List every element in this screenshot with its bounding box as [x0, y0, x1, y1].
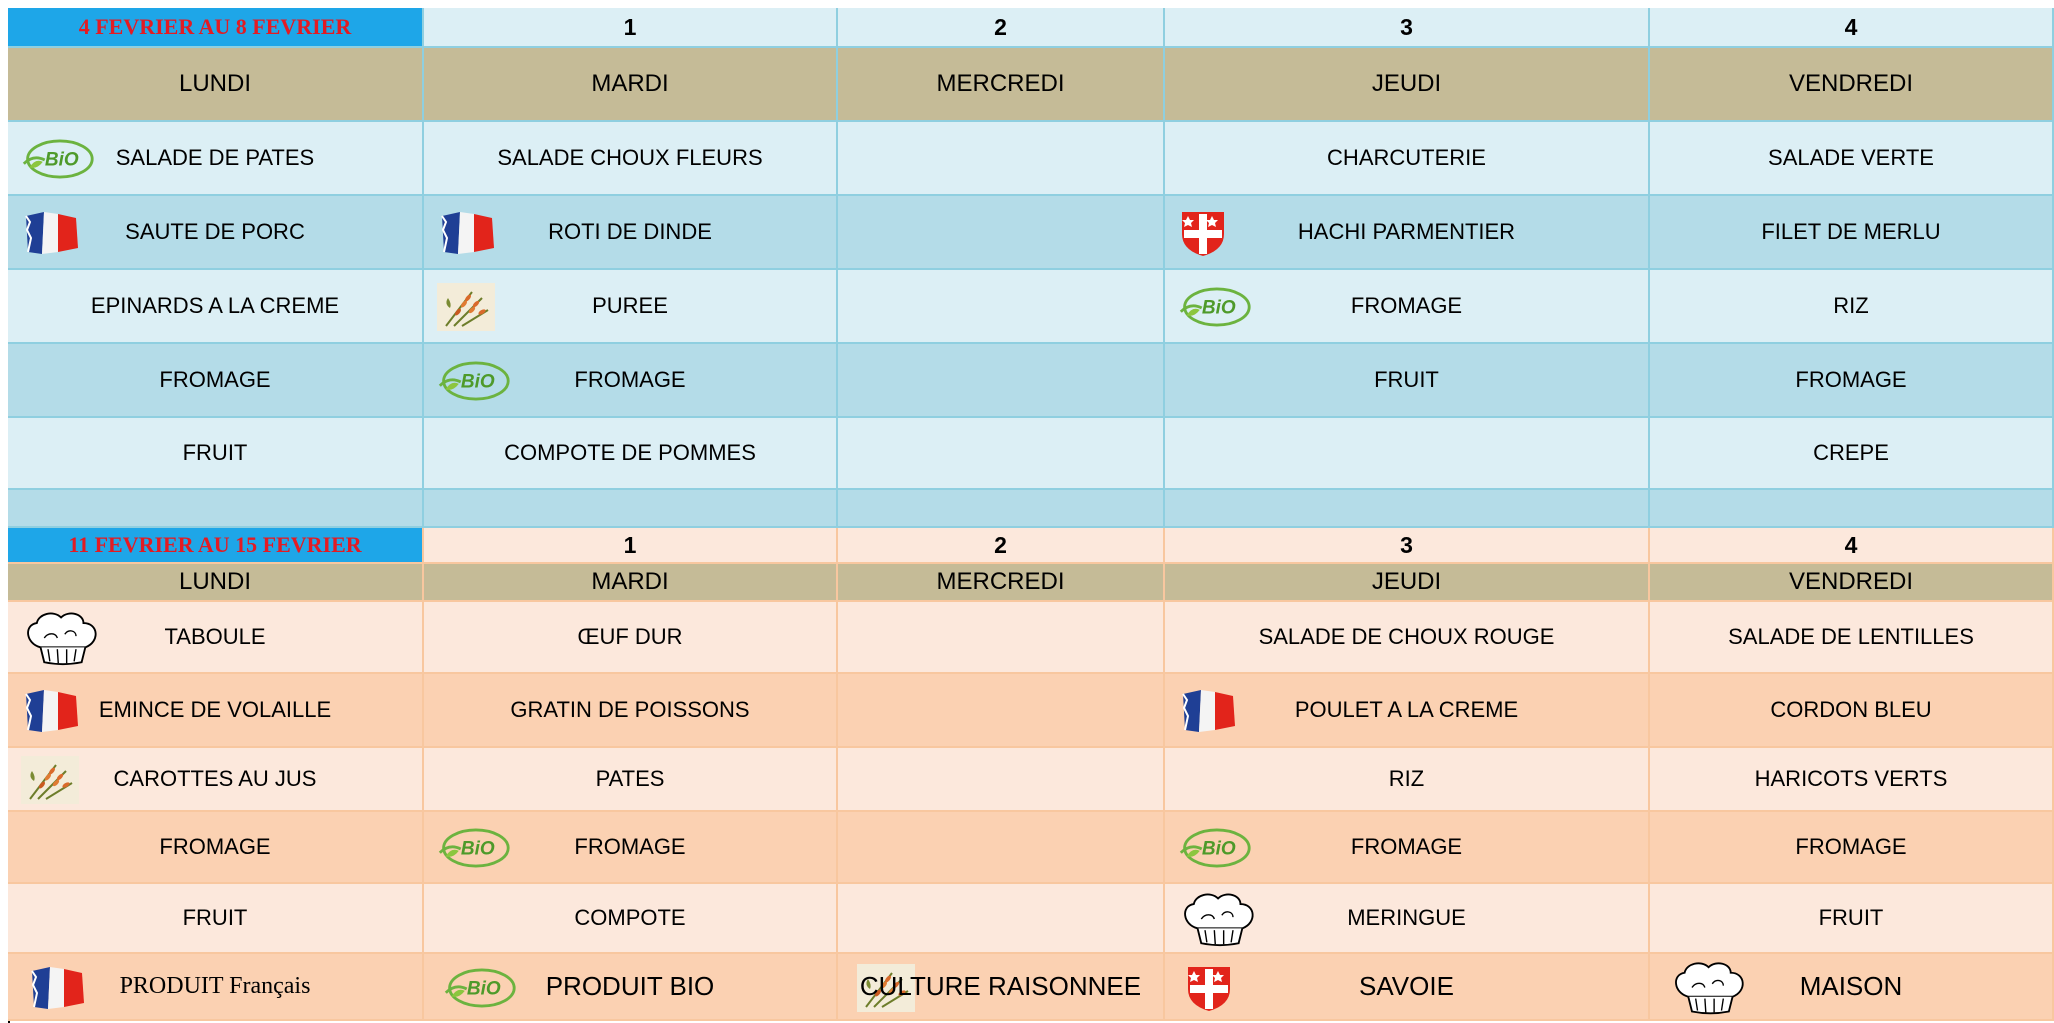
- week1-number-cell: [1650, 8, 2054, 48]
- week1-day-label: MERCREDI: [936, 70, 1065, 97]
- week1-dish-vendredi: [1650, 270, 2054, 344]
- dish-name: HARICOTS VERTS: [1754, 766, 1948, 791]
- dish-name: ŒUF DUR: [577, 624, 683, 649]
- week2-day-vendredi: [1650, 564, 2054, 602]
- dish-name: FILET DE MERLU: [1761, 219, 1941, 244]
- dish-name: RIZ: [1388, 766, 1425, 791]
- week1-dish-vendredi: [1650, 196, 2054, 270]
- week1-dish-lundi: [8, 122, 424, 196]
- wheat-icon: [20, 755, 80, 805]
- dish-name: ROTI DE DINDE: [548, 219, 712, 244]
- dish-name: SALADE DE CHOUX ROUGE: [1258, 624, 1555, 649]
- week1-number-cell: [1165, 8, 1650, 48]
- week2-day-mardi: [424, 564, 838, 602]
- dish-name: FROMAGE: [1350, 293, 1463, 318]
- dish-name: FROMAGE: [159, 834, 271, 859]
- dish-name: MERINGUE: [1347, 905, 1466, 930]
- dish-name: SALADE VERTE: [1768, 145, 1934, 170]
- legend-wheat: [838, 954, 1165, 1021]
- week2-dish-mercredi: [838, 602, 1165, 674]
- week1-number-cell: [838, 8, 1165, 48]
- week2-number: 3: [1400, 531, 1413, 558]
- france-flag-icon: [20, 208, 84, 258]
- france-flag-icon: [26, 963, 90, 1013]
- dish-name: COMPOTE: [574, 905, 686, 930]
- week2-dish-lundi: [8, 748, 424, 812]
- week2-dish-jeudi: [1165, 674, 1650, 748]
- spacer-cell: [8, 490, 424, 528]
- chef-hat-icon: [1668, 958, 1751, 1017]
- week1-day-label: VENDREDI: [1788, 70, 1914, 97]
- week2-dish-vendredi: [1650, 602, 2054, 674]
- legend-label: SAVOIE: [1359, 971, 1454, 1001]
- legend-savoie-crest: [1165, 954, 1650, 1021]
- week2-dish-lundi: [8, 602, 424, 674]
- week1-dish-jeudi: [1165, 122, 1650, 196]
- week2-day-label: MERCREDI: [936, 568, 1065, 595]
- savoie-crest-icon: [1183, 963, 1235, 1013]
- dish-name: FROMAGE: [574, 834, 686, 859]
- week2-dish-mercredi: [838, 748, 1165, 812]
- week1-dish-lundi: [8, 196, 424, 270]
- week1-dish-mercredi: [838, 196, 1165, 270]
- week1-dish-vendredi: [1650, 344, 2054, 418]
- spacer-cell: [424, 490, 838, 528]
- week1-title-cell: [8, 8, 424, 48]
- week2-title: 11 FEVRIER AU 15 FEVRIER: [68, 532, 362, 557]
- week2-number-cell: [424, 528, 838, 564]
- week1-dish-jeudi: [1165, 196, 1650, 270]
- week2-dish-vendredi: [1650, 812, 2054, 884]
- dish-name: POULET A LA CREME: [1294, 697, 1519, 722]
- dish-name: SALADE CHOUX FLEURS: [497, 145, 763, 170]
- week1-dish-mardi: [424, 344, 838, 418]
- dish-name: FROMAGE: [1795, 834, 1907, 859]
- week1-dish-jeudi: [1165, 270, 1650, 344]
- legend-label: MAISON: [1799, 971, 1903, 1001]
- week1-dish-lundi: [8, 270, 424, 344]
- dish-name: EMINCE DE VOLAILLE: [98, 697, 332, 722]
- dish-name: FROMAGE: [159, 367, 271, 392]
- wheat-icon: [436, 282, 496, 332]
- dish-name: FROMAGE: [574, 367, 686, 392]
- dish-name: FRUIT: [182, 440, 248, 465]
- week1-day-label: LUNDI: [178, 70, 251, 97]
- week1-number: 4: [1844, 13, 1858, 40]
- week1-number-cell: [424, 8, 838, 48]
- dish-name: PATES: [595, 766, 665, 791]
- spacer-cell: [1165, 490, 1650, 528]
- week2-day-mercredi: [838, 564, 1165, 602]
- week2-day-label: JEUDI: [1371, 568, 1442, 595]
- dish-name: FROMAGE: [1795, 367, 1907, 392]
- bio-icon: [436, 823, 512, 873]
- week2-dish-mardi: [424, 674, 838, 748]
- chef-hat-icon: [20, 608, 104, 668]
- bio-icon: [436, 356, 512, 406]
- week2-day-jeudi: [1165, 564, 1650, 602]
- week2-dish-mardi: [424, 748, 838, 812]
- legend-label: CULTURE RAISONNEE: [859, 971, 1142, 1001]
- week2-dish-mardi: [424, 812, 838, 884]
- week1-dish-mercredi: [838, 270, 1165, 344]
- week1-dish-mardi: [424, 270, 838, 344]
- week1-dish-mercredi: [838, 344, 1165, 418]
- week2-number-cell: [1165, 528, 1650, 564]
- week2-number: 1: [623, 531, 637, 558]
- savoie-crest-icon: [1177, 208, 1229, 258]
- dish-name: HACHI PARMENTIER: [1297, 219, 1516, 244]
- week1-dish-mercredi: [838, 122, 1165, 196]
- dish-name: FRUIT: [1818, 905, 1884, 930]
- week1-dish-lundi: [8, 344, 424, 418]
- bio-icon: [1177, 282, 1253, 332]
- france-flag-icon: [20, 686, 84, 736]
- week1-day-jeudi: [1165, 48, 1650, 122]
- week2-day-label: VENDREDI: [1788, 568, 1914, 595]
- chef-hat-icon: [1177, 889, 1261, 949]
- week1-day-mardi: [424, 48, 838, 122]
- week1-day-label: JEUDI: [1371, 70, 1442, 97]
- legend-france-flag: [8, 954, 424, 1021]
- week2-dish-jeudi: [1165, 884, 1650, 954]
- dish-name: EPINARDS A LA CREME: [90, 293, 340, 318]
- week2-dish-mercredi: [838, 812, 1165, 884]
- week2-day-label: LUNDI: [178, 568, 251, 595]
- week2-number: 4: [1844, 531, 1858, 558]
- week1-day-vendredi: [1650, 48, 2054, 122]
- dish-name: TABOULE: [164, 624, 266, 649]
- week1-title: 4 FEVRIER AU 8 FEVRIER: [78, 14, 352, 39]
- dish-name: GRATIN DE POISSONS: [510, 697, 750, 722]
- week2-dish-lundi: [8, 884, 424, 954]
- france-flag-icon: [1177, 686, 1241, 736]
- dish-name: RIZ: [1833, 293, 1869, 318]
- dish-name: SALADE DE PATES: [115, 145, 315, 170]
- week2-number-cell: [1650, 528, 2054, 564]
- legend-bio: [424, 954, 838, 1021]
- week2-number-cell: [838, 528, 1165, 564]
- france-flag-icon: [436, 208, 500, 258]
- week1-dish-jeudi: [1165, 344, 1650, 418]
- week1-dish-vendredi: [1650, 418, 2054, 490]
- week1-dish-vendredi: [1650, 122, 2054, 196]
- dish-name: FRUIT: [182, 905, 248, 930]
- week2-day-label: MARDI: [591, 568, 669, 595]
- week1-dish-mardi: [424, 122, 838, 196]
- week2-dish-mercredi: [838, 884, 1165, 954]
- week2-dish-vendredi: [1650, 884, 2054, 954]
- week1-dish-lundi: [8, 418, 424, 490]
- bio-icon: [20, 134, 96, 184]
- legend-chef-hat: [1650, 954, 2054, 1021]
- week1-day-lundi: [8, 48, 424, 122]
- week1-number: 1: [623, 13, 637, 40]
- week1-dish-mardi: [424, 418, 838, 490]
- week2-dish-mercredi: [838, 674, 1165, 748]
- week2-day-lundi: [8, 564, 424, 602]
- dish-name: FRUIT: [1374, 367, 1439, 392]
- dish-name: CHARCUTERIE: [1327, 145, 1486, 170]
- week1-dish-mardi: [424, 196, 838, 270]
- week1-day-label: MARDI: [591, 70, 669, 97]
- week2-dish-jeudi: [1165, 602, 1650, 674]
- legend-label: PRODUIT BIO: [545, 971, 715, 1001]
- week2-dish-lundi: [8, 674, 424, 748]
- dish-name: CREPE: [1813, 440, 1889, 465]
- dish-name: SALADE DE LENTILLES: [1728, 624, 1974, 649]
- week1-dish-mercredi: [838, 418, 1165, 490]
- week2-number: 2: [994, 531, 1007, 558]
- dish-name: FROMAGE: [1350, 834, 1463, 859]
- week2-dish-lundi: [8, 812, 424, 884]
- week2-dish-mardi: [424, 884, 838, 954]
- legend-label: PRODUIT Français: [119, 973, 311, 999]
- dish-name: CAROTTES AU JUS: [113, 766, 317, 791]
- spacer-cell: [838, 490, 1165, 528]
- bio-icon: [1177, 823, 1253, 873]
- week1-day-mercredi: [838, 48, 1165, 122]
- week2-dish-vendredi: [1650, 674, 2054, 748]
- dish-name: SAUTE DE PORC: [125, 219, 305, 244]
- dish-name: COMPOTE DE POMMES: [504, 440, 756, 465]
- week2-title-cell: [8, 528, 424, 564]
- week1-dish-jeudi: [1165, 418, 1650, 490]
- week2-dish-vendredi: [1650, 748, 2054, 812]
- bio-icon: [442, 963, 518, 1013]
- dish-name: CORDON BLEU: [1770, 697, 1932, 722]
- week2-dish-jeudi: [1165, 812, 1650, 884]
- week1-number: 2: [994, 13, 1007, 40]
- spacer-cell: [1650, 490, 2054, 528]
- dish-name: PUREE: [592, 293, 668, 318]
- week1-number: 3: [1400, 13, 1413, 40]
- week2-dish-jeudi: [1165, 748, 1650, 812]
- week2-dish-mardi: [424, 602, 838, 674]
